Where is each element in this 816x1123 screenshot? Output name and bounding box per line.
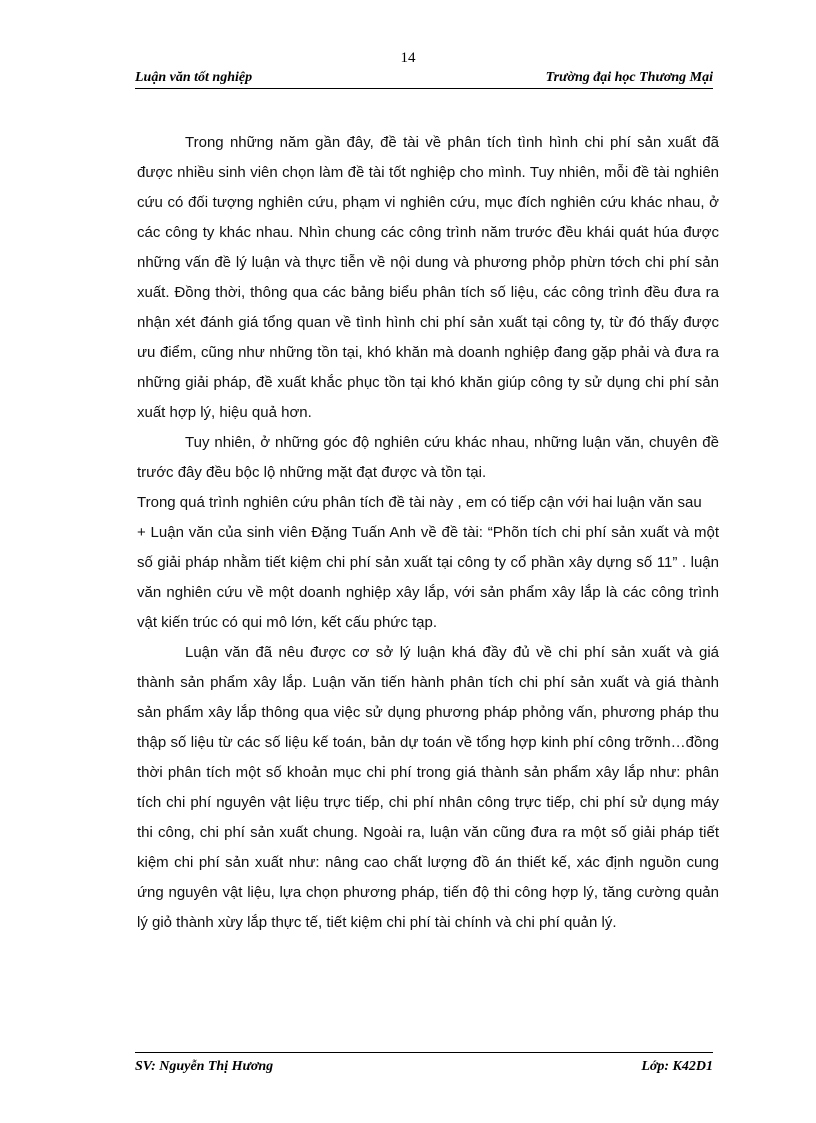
header-university-name: Trường đại học Thương Mại — [545, 70, 713, 85]
page-header — [135, 70, 713, 89]
paragraph-thesis-summary: Luận văn đã nêu được cơ sở lý luận khá đầy đủ về chi phí sản xuất và giá thành sản phẩm xây lắp. Luận văn tiến hành phân tích chi phí sản xuất và giá thành sản phẩm xây lắp thông qua việc sử dụng phương pháp phỏng vấn, phương pháp thu thập số liệu từ các số liệu kế toán, bản dự toán về tổng hợp kinh phí công trỡnh…đồng thời phân tích một số khoản mục chi phí trong giá thành sản phẩm xây lắp như: phân tích chi phí nguyên vật liệu trực tiếp, chi phí nhân công trực tiếp, chi phí sử dụng máy thi công, chi phí sản xuất chung. Ngoài ra, luận văn cũng đưa ra một số giải pháp tiết kiệm chi phí sản xuất như: nâng cao chất lượng đồ án thiết kế, xác định nguồn cung ứng nguyên vật liệu, lựa chọn phương pháp, tiến độ thi công hợp lý, tăng cường quản lý giỏ thành xừy lắp thực tế, tiết kiệm chi phí tài chính và chi phí quản lý. — [137, 644, 719, 931]
document-body — [137, 128, 719, 938]
paragraph-overview: Trong những năm gần đây, đề tài về phân tích tình hình chi phí sản xuất đã được nhiều sinh viên chọn làm đề tài tốt nghiệp cho mình. Tuy nhiên, mỗi đề tài nghiên cứu có đối tượng nghiên cứu, phạm vi nghiên cứu, mục đích nghiên cứu khác nhau, ở các công ty khác nhau. Nhìn chung các công trình năm trước đều khái quát húa được những vấn đề lý luận và thực tiễn về nội dung và phương phỏp phừn tớch chi phí sản xuất. Đồng thời, thông qua các bảng biểu phân tích số liệu, các công trình đều đưa ra nhận xét đánh giá tổng quan về tình hình chi phí sản xuất tại công ty, từ đó thấy được ưu điểm, cũng như những tồn tại, khó khăn mà doanh nghiệp đang gặp phải và đưa ra những giải pháp, đề xuất khắc phục tồn tại khó khăn giúp công ty sử dụng chi phí sản xuất hợp lý, hiệu quả hơn. — [137, 134, 719, 421]
page-footer — [135, 1052, 713, 1081]
header-thesis-label: Luận văn tốt nghiệp — [135, 70, 253, 85]
paragraph-approach: Trong quá trình nghiên cứu phân tích đề tài này , em có tiếp cận với hai luận văn sau — [137, 494, 702, 511]
paragraph-reference-thesis: + Luận văn của sinh viên Đặng Tuấn Anh về đề tài: “Phõn tích chi phí sản xuất và một số giải pháp nhằm tiết kiệm chi phí sản xuất tại công ty cổ phần xây dựng số 11” . luận văn nghiên cứu về một doanh nghiệp xây lắp, với sản phẩm xây lắp là các công trình vật kiến trúc có qui mô lớn, kết cấu phức tạp. — [137, 524, 719, 631]
footer-student-name: SV: Nguyễn Thị Hương — [135, 1059, 274, 1074]
paragraph-limitations: Tuy nhiên, ở những góc độ nghiên cứu khác nhau, những luận văn, chuyên đề trước đây đều bộc lộ những mặt đạt được và tồn tại. — [137, 434, 719, 481]
footer-class-code: Lớp: K42D1 — [641, 1059, 713, 1074]
page-number: 14 — [400, 50, 416, 66]
